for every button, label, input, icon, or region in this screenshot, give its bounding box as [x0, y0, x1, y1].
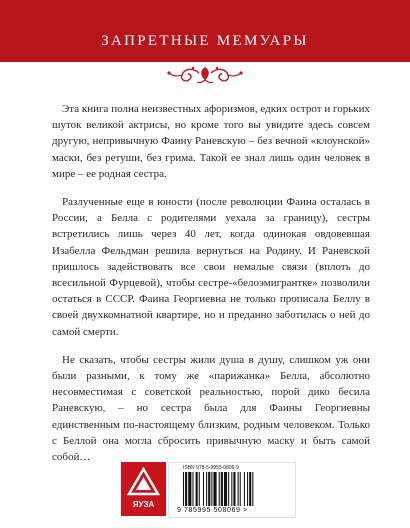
header-band	[0, 0, 410, 62]
paragraph-2: Разлученные еще в юности (после революции Фаина осталась в России, а Белла с родителями уехала за границу), сестры встретились лишь через 40 лет, когда одинокая овдовевшая Изабелла Фельдман решила вернуться на Родину. И Раневской пришлось задействовать все свои немалые связи (вплоть до всесильной Фурцевой), чтобы сестре-«белоэмигрантке» позволили остаться в СССР. Фаина Георгиевна не только прописала Беллу в своей двухкомнатной квартире, но и преданно заботилась о ней до самой смерти.	[52, 196, 370, 338]
barcode-bar	[249, 472, 251, 506]
barcode-bar	[247, 472, 248, 506]
barcode-bar	[211, 472, 212, 506]
flourish-ornament-icon	[166, 64, 244, 86]
barcode-bar	[244, 472, 245, 506]
barcode	[168, 462, 296, 518]
series-title: ЗАПРЕТНЫЕ МЕМУАРЫ	[101, 33, 309, 49]
annotation-text	[52, 101, 370, 477]
barcode-bar	[185, 472, 187, 506]
barcode-digits: 9 785995 508069 >	[177, 507, 248, 514]
yauza-triangle-logo-icon	[121, 462, 166, 516]
barcode-bar	[240, 472, 241, 506]
barcode-bar	[238, 472, 239, 506]
barcode-bar	[231, 472, 232, 506]
barcode-bar	[221, 472, 223, 506]
barcode-bar	[252, 472, 253, 506]
paragraph-3: Не сказать, чтобы сестры жили душа в душу, слишком уж они были разными, к тому же «парижанка» Белла, абсолютно несовместимая с советской реальностью, порой дико бесила Раневскую, – но сестра была для Фаины Георгиевны единственным по-настоящему близким, родным человеком. Только с Беллой она могла сбросить привычную маску и быть самой собой…	[52, 353, 370, 464]
publisher-logo	[121, 462, 166, 516]
barcode-bar	[233, 472, 235, 506]
publisher-name: ЯУЗА	[132, 500, 155, 509]
barcode-bar	[199, 472, 200, 506]
barcode-bar	[208, 472, 210, 506]
paragraph-1: Эта книга полна неизвестных афоризмов, едких острот и горьких шуток великой актрисы, но кроме того вы увидите здесь совсем другую, непривычную Фаину Раневскую – без вечной «клоунской» маски, без ретуши, без грима. Такой ее знал лишь один человек в мире – ее родная сестра.	[52, 103, 370, 180]
barcode-bar	[213, 472, 216, 506]
barcode-bar	[192, 472, 193, 506]
barcode-bar	[188, 472, 191, 506]
barcode-bar	[206, 472, 207, 506]
barcode-bar	[196, 472, 198, 506]
barcode-bar	[183, 472, 184, 506]
barcode-bars	[183, 472, 283, 506]
barcode-bar	[203, 472, 204, 506]
barcode-bar	[228, 472, 229, 506]
barcode-bar	[219, 472, 220, 506]
barcode-bar	[224, 472, 227, 506]
isbn-label: ISBN 978-5-9955-0806-9	[183, 465, 239, 471]
